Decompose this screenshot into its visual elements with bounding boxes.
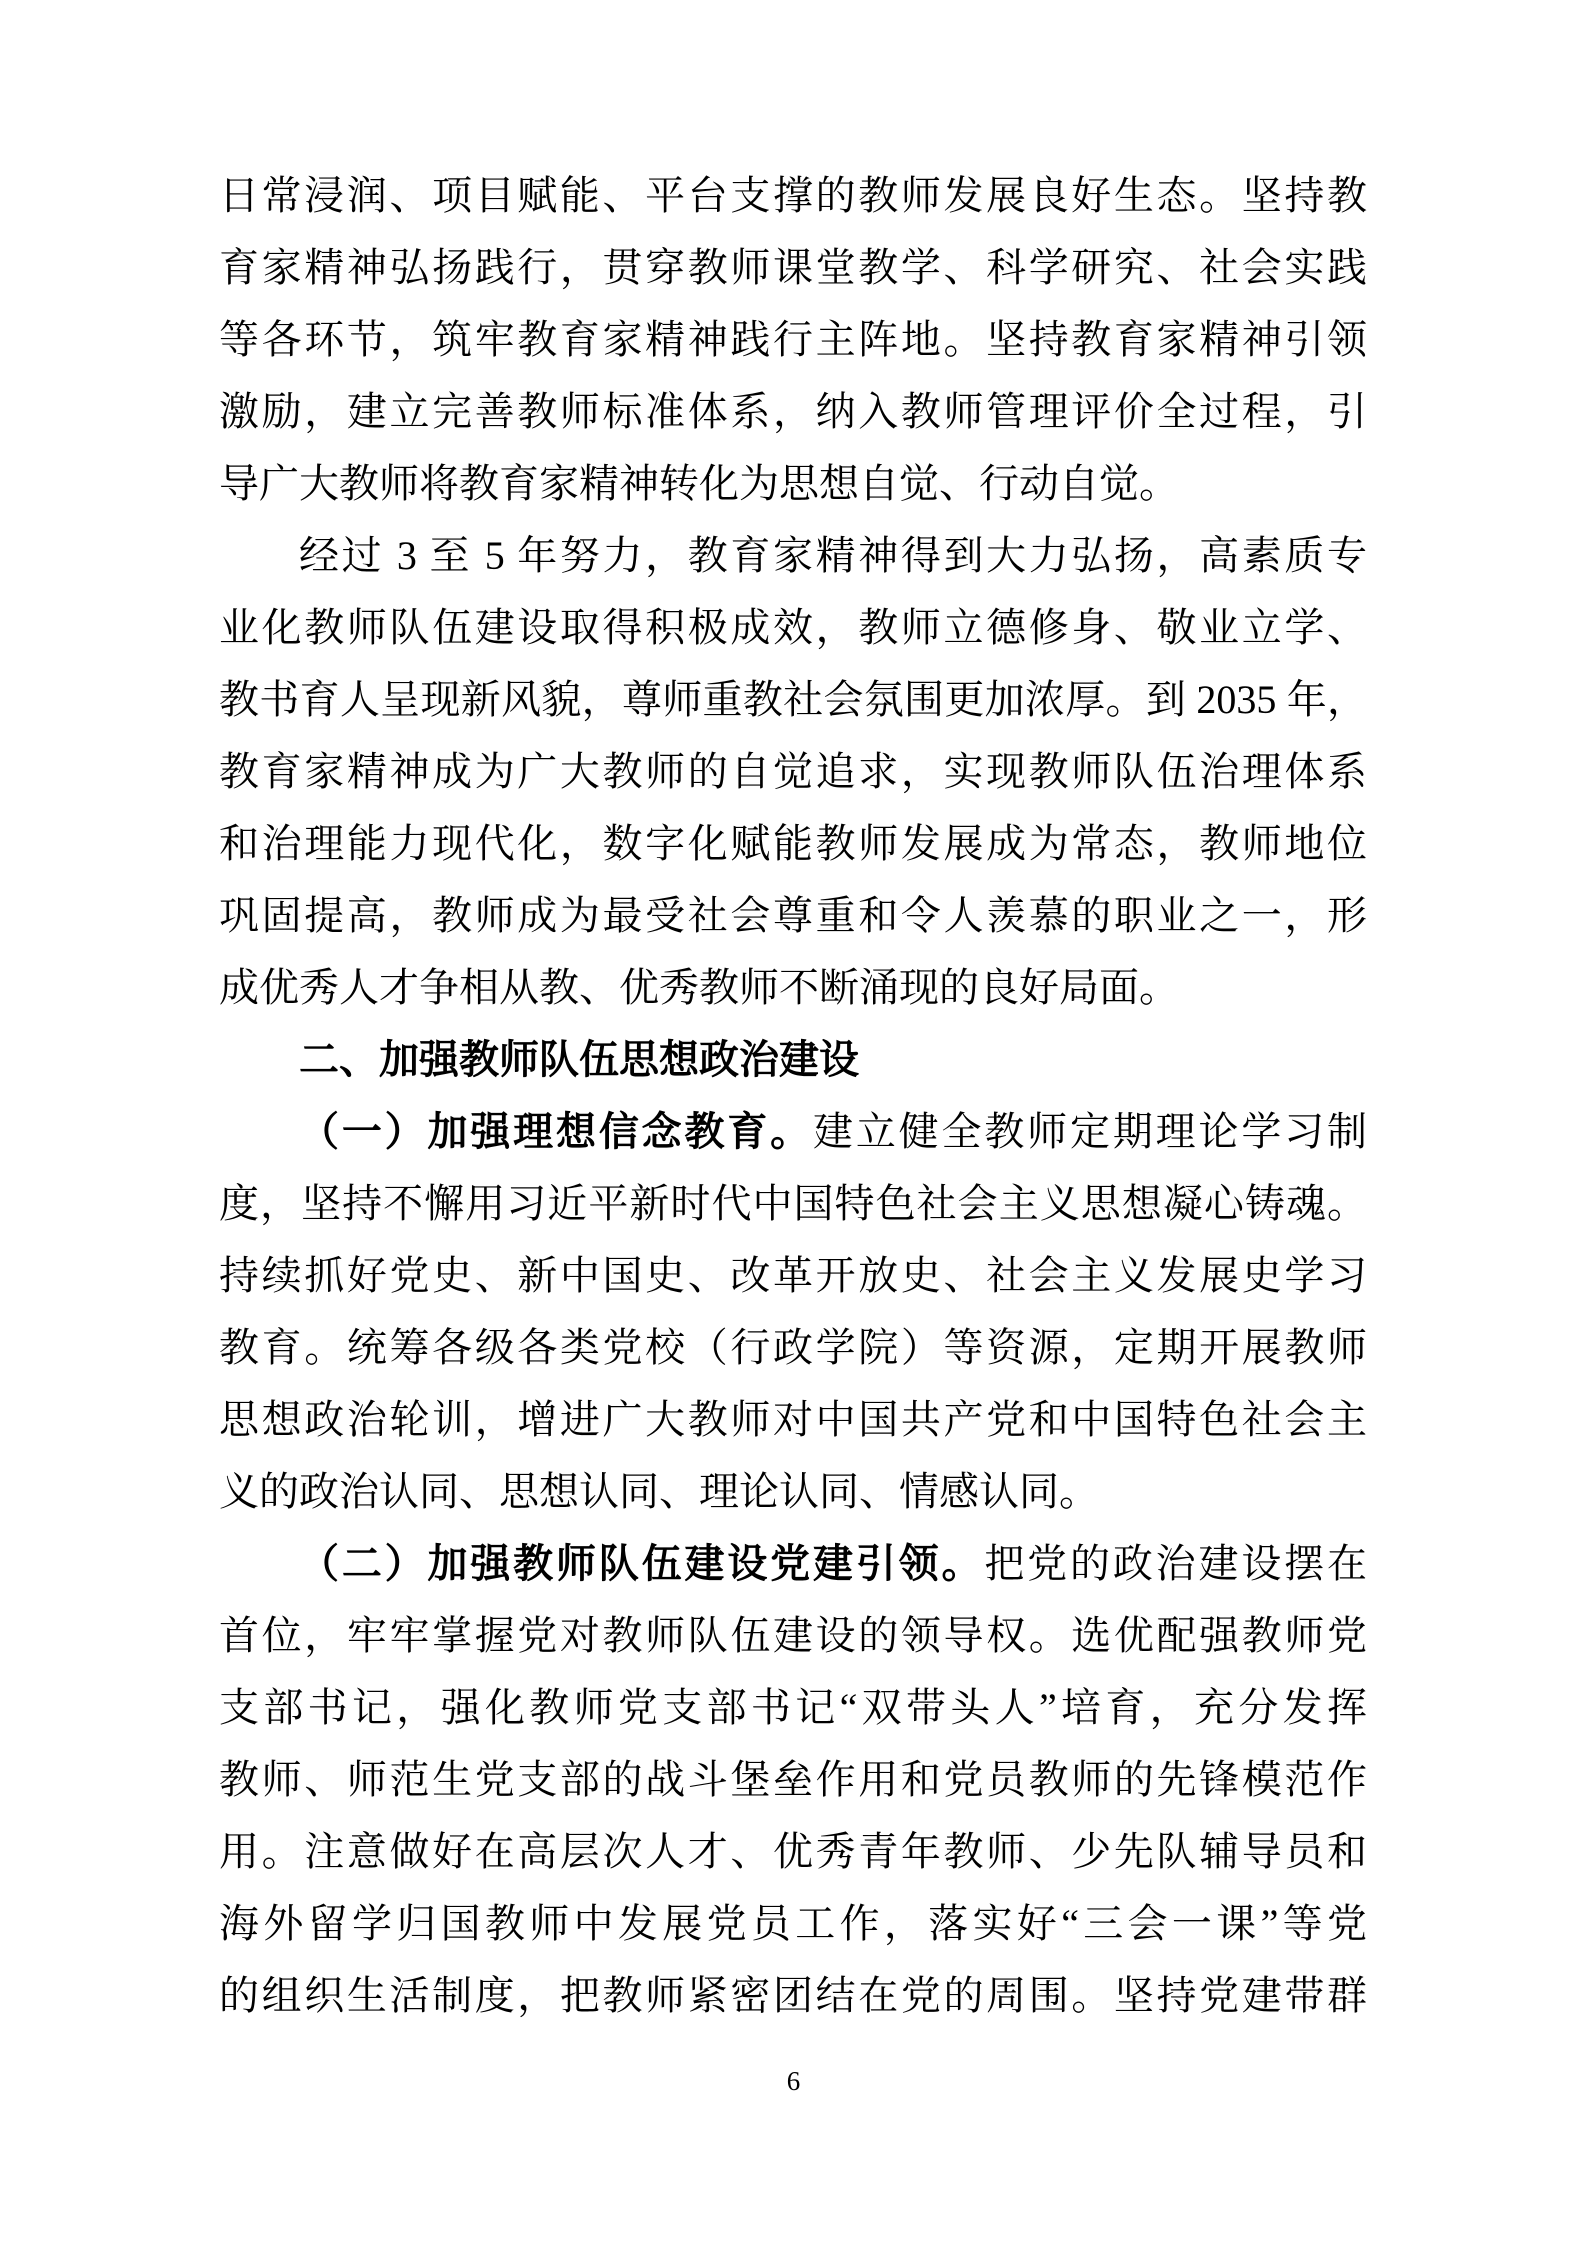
bold-lead-text: （二）加强教师队伍建设党建引领。 [299, 1541, 985, 1586]
line-text: 日常浸润、项目赋能、平台支撑的教师发展良好生态。坚持教 [219, 173, 1367, 218]
line-text: 把党的政治建设摆在 [984, 1541, 1367, 1586]
text-line [219, 160, 1367, 232]
document-text-block [219, 160, 1367, 2032]
line-text: 首位，牢牢掌握党对教师队伍建设的领导权。选优配强教师党 [219, 1613, 1367, 1658]
text-line [219, 1312, 1367, 1384]
text-line [219, 376, 1367, 448]
line-text: 经过 3 至 5 年努力，教育家精神得到大力弘扬，高素质专 [299, 533, 1367, 578]
line-text: 教书育人呈现新风貌，尊师重教社会氛围更加浓厚。到 2035 年， [219, 677, 1367, 722]
text-line [219, 1096, 1367, 1168]
line-text: 义的政治认同、思想认同、理论认同、情感认同。 [219, 1469, 1099, 1514]
text-line [219, 520, 1367, 592]
text-line [219, 1888, 1367, 1960]
line-text: 育家精神弘扬践行，贯穿教师课堂教学、科学研究、社会实践 [219, 245, 1367, 290]
line-text: 等各环节，筑牢教育家精神践行主阵地。坚持教育家精神引领 [219, 317, 1367, 362]
text-line [219, 808, 1367, 880]
line-text: 业化教师队伍建设取得积极成效，教师立德修身、敬业立学、 [219, 605, 1367, 650]
text-line [219, 1240, 1367, 1312]
text-line [219, 880, 1367, 952]
text-line [219, 1168, 1367, 1240]
line-text: 海外留学归国教师中发展党员工作，落实好“三会一课”等党 [219, 1901, 1367, 1946]
line-text: 激励，建立完善教师标准体系，纳入教师管理评价全过程，引 [219, 389, 1367, 434]
line-text: 建立健全教师定期理论学习制 [813, 1109, 1367, 1154]
text-line [219, 1384, 1367, 1456]
page-number: 6 [786, 2066, 801, 2096]
line-text: 成优秀人才争相从教、优秀教师不断涌现的良好局面。 [219, 965, 1179, 1010]
text-line [219, 1816, 1367, 1888]
line-text: 巩固提高，教师成为最受社会尊重和令人羡慕的职业之一，形 [219, 893, 1367, 938]
text-line [219, 1672, 1367, 1744]
text-line [219, 952, 1367, 1024]
line-text: 持续抓好党史、新中国史、改革开放史、社会主义发展史学习 [219, 1253, 1367, 1298]
bold-lead-text: （一）加强理想信念教育。 [299, 1109, 813, 1154]
text-line [219, 592, 1367, 664]
text-line [219, 448, 1367, 520]
line-text: 支部书记，强化教师党支部书记“双带头人”培育，充分发挥 [219, 1685, 1367, 1730]
line-text: 和治理能力现代化，数字化赋能教师发展成为常态，教师地位 [219, 821, 1367, 866]
text-line [219, 1456, 1367, 1528]
section-heading [219, 1024, 1367, 1096]
line-text: 思想政治轮训，增进广大教师对中国共产党和中国特色社会主 [219, 1397, 1367, 1442]
text-line [219, 232, 1367, 304]
line-text: 度，坚持不懈用习近平新时代中国特色社会主义思想凝心铸魂。 [219, 1181, 1367, 1226]
text-line [219, 736, 1367, 808]
text-line [219, 1960, 1367, 2032]
heading-text: 二、加强教师队伍思想政治建设 [299, 1038, 859, 1082]
line-text: 教师、师范生党支部的战斗堡垒作用和党员教师的先锋模范作 [219, 1757, 1367, 1802]
line-text: 导广大教师将教育家精神转化为思想自觉、行动自觉。 [219, 461, 1179, 506]
text-line [219, 304, 1367, 376]
text-line [219, 1744, 1367, 1816]
text-line [219, 1600, 1367, 1672]
line-text: 教育家精神成为广大教师的自觉追求，实现教师队伍治理体系 [219, 749, 1367, 794]
text-line [219, 1528, 1367, 1600]
text-line [219, 664, 1367, 736]
line-text: 的组织生活制度，把教师紧密团结在党的周围。坚持党建带群 [219, 1973, 1367, 2018]
line-text: 用。注意做好在高层次人才、优秀青年教师、少先队辅导员和 [219, 1829, 1367, 1874]
line-text: 教育。统筹各级各类党校（行政学院）等资源，定期开展教师 [219, 1325, 1367, 1370]
